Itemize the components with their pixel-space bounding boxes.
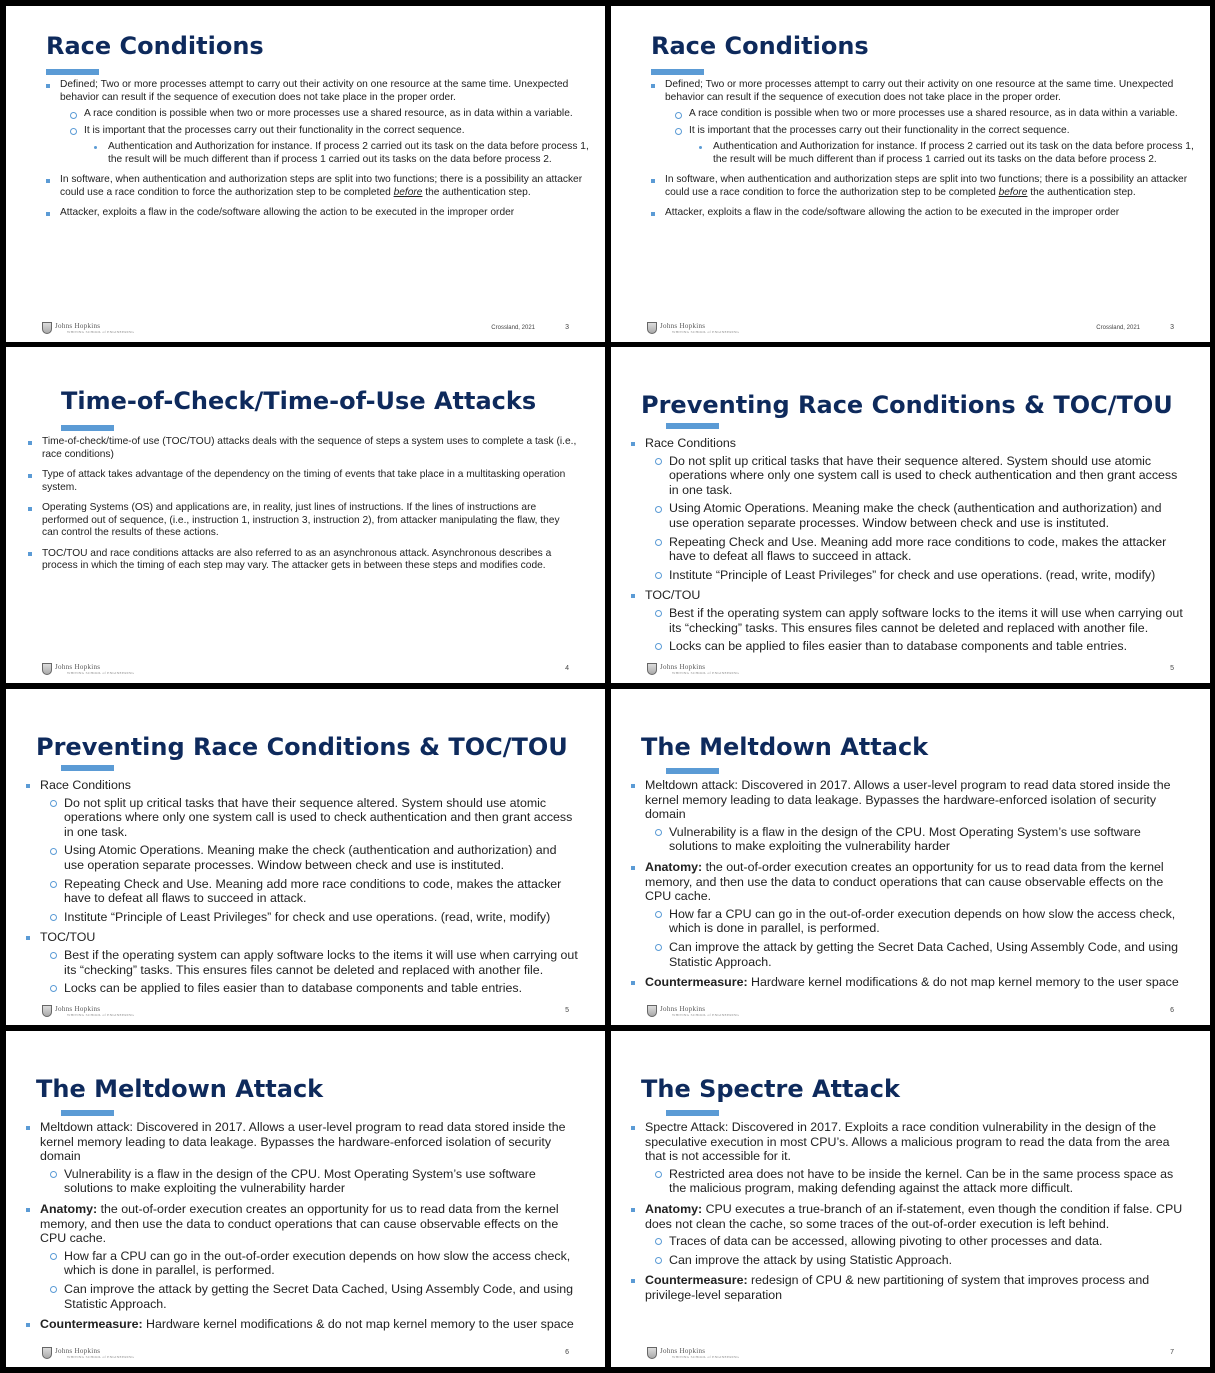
- bullet-text: In software, when authentication and authorization steps are split into two functions; there is a possibility an attacker could use a race condition to force the authorization step to be completed: [665, 174, 1188, 198]
- jhu-logo: [647, 663, 739, 675]
- logo-text: Johns Hopkins WHITING SCHOOL of ENGINEERING: [660, 1346, 740, 1359]
- sub-bullet: Using Atomic Operations. Meaning make the check (authentication and authorization) and use operation separate processes. Window between check and use is instituted.: [655, 501, 1183, 530]
- page-number: 4: [565, 665, 569, 672]
- sub-bullet: Vulnerability is a flaw in the design of the CPU. Most Operating System’s use software solutions to make exploiting the vulnerability harder: [655, 825, 1183, 854]
- bullet: Time-of-check/time-of use (TOC/TOU) attacks deals with the sequence of steps a system uses to complete a task (i.e., race conditions): [28, 436, 578, 461]
- bullet-text: In software, when authentication and authorization steps are split into two functions; there is a possibility an attacker could use a race condition to force the authorization step to be completed: [60, 174, 583, 198]
- bullet-text: Hardware kernel modifications & do not map kernel memory to the user space: [142, 1317, 574, 1332]
- slide-race-conditions-1: [6, 6, 605, 342]
- bullet-spectre: Spectre Attack: Discovered in 2017. Exploits a race condition vulnerability in the design of the speculative execution in most CPU’s. Allows a malicious program to read the data from the area that is not accessible for it.: [631, 1120, 1183, 1164]
- bullet-countermeasure: [631, 1273, 1183, 1302]
- bullet-text: the out-of-order execution creates an opportunity for us to read data from the kernel memory, and then use the data to conduct operations that can cause observable effects on the CPU cache.: [645, 859, 1164, 904]
- subsub-bullet: Authentication and Authorization for instance. If process 2 carried out its task on the data before process 1, the result will be much different than if process 1 carried out its tasks on the data before process 2.: [699, 141, 1199, 166]
- slide-content: [631, 778, 1183, 998]
- jhu-logo: [42, 663, 134, 675]
- slide-content: [631, 1120, 1183, 1311]
- page-number: 3: [1170, 324, 1174, 331]
- page-number: 7: [1170, 1349, 1174, 1356]
- shield-icon: [647, 322, 657, 334]
- bullet-countermeasure: [631, 975, 1183, 990]
- sub-bullet: Can improve the attack by getting the Secret Data Cached, Using Assembly Code, and using Statistic Approach.: [50, 1282, 578, 1311]
- slide-title: Time-of-Check/Time-of-Use Attacks: [61, 387, 537, 415]
- sub-bullet: A race condition is possible when two or more processes use a shared resource, as in data within a variable.: [675, 108, 1199, 121]
- bullet-software: [46, 174, 594, 199]
- label: Countermeasure:: [645, 1273, 748, 1288]
- bullet-attacker: Attacker, exploits a flaw in the code/software allowing the action to be executed in the improper order: [651, 207, 1199, 220]
- slide-meltdown-2: [6, 1031, 605, 1367]
- bullet-meltdown: Meltdown attack: Discovered in 2017. Allows a user-level program to read data stored inside the kernel memory leading to data leakage. Bypasses the hardware-enforced isolation of security domain: [26, 1120, 578, 1164]
- bullet-toc-tou: TOC/TOU: [631, 588, 1183, 603]
- shield-icon: [42, 1347, 52, 1359]
- slide-content: [26, 778, 578, 1000]
- footer-credit: Crossland, 2021: [491, 325, 535, 331]
- sub-bullet: How far a CPU can go in the out-of-order execution depends on how slow the access check, which is done in parallel, is performed.: [50, 1249, 578, 1278]
- sub-bullet: Repeating Check and Use. Meaning add more race conditions to code, makes the attacker have to defeat all flaws to succeed in attack.: [655, 535, 1183, 564]
- jhu-logo: [647, 322, 739, 334]
- label: Anatomy:: [645, 1201, 703, 1216]
- logo-text: Johns Hopkins WHITING SCHOOL of ENGINEERING: [55, 1004, 135, 1017]
- bullet-toc-tou: TOC/TOU: [26, 930, 578, 945]
- bullet-defined: Defined; Two or more processes attempt to carry out their activity on one resource at the same time. Unexpected behavior can result if the sequence of execution does not take place in the proper order.: [651, 79, 1199, 104]
- slide-title: Preventing Race Conditions & TOC/TOU: [641, 391, 1173, 419]
- logo-text: Johns Hopkins WHITING SCHOOL of ENGINEERING: [55, 321, 135, 334]
- bullet-software: [651, 174, 1199, 199]
- sub-bullet: Best if the operating system can apply software locks to the items it will use when carrying out its “checking” tasks. This ensures files cannot be deleted and replaced with another file.: [655, 606, 1183, 635]
- label: Anatomy:: [645, 859, 703, 874]
- slide-title: The Meltdown Attack: [641, 733, 929, 761]
- sub-bullet: Can improve the attack by using Statistic Approach.: [655, 1253, 1183, 1268]
- bullet: Type of attack takes advantage of the dependency on the timing of events that take place in a multitasking operation system.: [28, 469, 578, 494]
- title-underline: [651, 69, 704, 75]
- bullet-meltdown: Meltdown attack: Discovered in 2017. Allows a user-level program to read data stored inside the kernel memory leading to data leakage. Bypasses the hardware-enforced isolation of security domain: [631, 778, 1183, 822]
- sub-bullet: Institute “Principle of Least Privileges” for check and use operations. (read, write, modify): [50, 910, 578, 925]
- jhu-logo: [647, 1347, 739, 1359]
- title-underline: [61, 425, 114, 431]
- sub-bullet: A race condition is possible when two or more processes use a shared resource, as in data within a variable.: [70, 108, 594, 121]
- sub-bullet: Traces of data can be accessed, allowing pivoting to other processes and data.: [655, 1234, 1183, 1249]
- slide-content: [651, 79, 1199, 228]
- bullet-race-conditions: Race Conditions: [631, 436, 1183, 451]
- label: Anatomy:: [40, 1201, 98, 1216]
- sub-bullet: Can improve the attack by getting the Secret Data Cached, Using Assembly Code, and using Statistic Approach.: [655, 940, 1183, 969]
- slide-spectre: [611, 1031, 1210, 1367]
- bullet-anatomy: [26, 1202, 578, 1246]
- page-number: 3: [565, 324, 569, 331]
- logo-text: Johns Hopkins WHITING SCHOOL of ENGINEERING: [55, 662, 135, 675]
- bullet-text: Hardware kernel modifications & do not map kernel memory to the user space: [747, 975, 1179, 990]
- shield-icon: [42, 663, 52, 675]
- bullet-text: CPU executes a true-branch of an if-statement, even though the condition if false. CPU does not clean the cache, so some traces of the out-of-order execution is left behind.: [645, 1201, 1183, 1231]
- slide-title: Race Conditions: [651, 32, 869, 60]
- bullet-attacker: Attacker, exploits a flaw in the code/software allowing the action to be executed in the improper order: [46, 207, 594, 220]
- sub-bullet: Best if the operating system can apply software locks to the items it will use when carrying out its “checking” tasks. This ensures files cannot be deleted and replaced with another file.: [50, 948, 578, 977]
- sub-bullet: Repeating Check and Use. Meaning add more race conditions to code, makes the attacker have to defeat all flaws to succeed in attack.: [50, 877, 578, 906]
- bullet-text: the authentication step.: [1027, 186, 1136, 198]
- bullet-defined: Defined; Two or more processes attempt to carry out their activity on one resource at the same time. Unexpected behavior can result if the sequence of execution does not take place in the proper order.: [46, 79, 594, 104]
- slide-content: [28, 436, 578, 581]
- page-number: 6: [1170, 1007, 1174, 1014]
- title-underline: [46, 69, 99, 75]
- slide-title: The Meltdown Attack: [36, 1075, 324, 1103]
- slide-preventing-1: [611, 347, 1210, 683]
- title-underline: [666, 423, 719, 429]
- sub-bullet: Do not split up critical tasks that have their sequence altered. System should use atomic operations where only one system call is used to check authentication and then grant access in one task.: [50, 796, 578, 840]
- slide-race-conditions-2: [611, 6, 1210, 342]
- title-underline: [666, 768, 719, 774]
- slide-title: Preventing Race Conditions & TOC/TOU: [36, 733, 568, 761]
- shield-icon: [647, 663, 657, 675]
- jhu-logo: [42, 322, 134, 334]
- bullet-countermeasure: [26, 1317, 578, 1332]
- logo-text: Johns Hopkins WHITING SCHOOL of ENGINEERING: [660, 321, 740, 334]
- page-number: 5: [565, 1007, 569, 1014]
- page-number: 6: [565, 1349, 569, 1356]
- sub-bullet: It is important that the processes carry out their functionality in the correct sequence.: [70, 125, 594, 138]
- sub-bullet: Do not split up critical tasks that have their sequence altered. System should use atomic operations where only one system call is used to check authentication and then grant access in one task.: [655, 454, 1183, 498]
- jhu-logo: [42, 1005, 134, 1017]
- slide-toc-tou: [6, 347, 605, 683]
- sub-bullet: Restricted area does not have to be inside the kernel. Can be in the same process space as the malicious program, making defending against the attack more difficult.: [655, 1167, 1183, 1196]
- bullet: Operating Systems (OS) and applications are, in reality, just lines of instructions. If the lines of instructions are performed out of sequence, (i.e., instruction 1, instruction 3, instruction 2), from attacker manipulating the flaw, they can control the results of these actions.: [28, 502, 578, 540]
- footer-credit: Crossland, 2021: [1096, 325, 1140, 331]
- slide-title: The Spectre Attack: [641, 1075, 900, 1103]
- title-underline: [61, 1110, 114, 1116]
- slide-content: [46, 79, 594, 228]
- slide-meltdown-1: [611, 689, 1210, 1025]
- bullet-text: the authentication step.: [422, 186, 531, 198]
- jhu-logo: [42, 1347, 134, 1359]
- sub-bullet: Vulnerability is a flaw in the design of the CPU. Most Operating System’s use software solutions to make exploiting the vulnerability harder: [50, 1167, 578, 1196]
- sub-bullet: How far a CPU can go in the out-of-order execution depends on how slow the access check, which is done in parallel, is performed.: [655, 907, 1183, 936]
- subsub-bullet: Authentication and Authorization for instance. If process 2 carried out its task on the data before process 1, the result will be much different than if process 1 carried out its tasks on the data before process 2.: [94, 141, 594, 166]
- emphasis-text: before: [393, 186, 423, 198]
- slide-content: [26, 1120, 578, 1340]
- logo-text: Johns Hopkins WHITING SCHOOL of ENGINEERING: [660, 662, 740, 675]
- logo-text: Johns Hopkins WHITING SCHOOL of ENGINEERING: [660, 1004, 740, 1017]
- sub-bullet: Locks can be applied to files easier than to database components and table entries.: [655, 639, 1183, 654]
- label: Countermeasure:: [645, 975, 748, 990]
- bullet-race-conditions: Race Conditions: [26, 778, 578, 793]
- bullet-text: redesign of CPU & new partitioning of system that improves process and privilege-level separation: [645, 1273, 1150, 1302]
- shield-icon: [42, 1005, 52, 1017]
- bullet-anatomy: [631, 860, 1183, 904]
- label: Countermeasure:: [40, 1317, 143, 1332]
- bullet-text: the out-of-order execution creates an opportunity for us to read data from the kernel memory, and then use the data to conduct operations that can cause observable effects on the CPU cache.: [40, 1201, 559, 1246]
- slide-preventing-2: [6, 689, 605, 1025]
- title-underline: [666, 1110, 719, 1116]
- slide-content: [631, 436, 1183, 658]
- bullet-anatomy: [631, 1202, 1183, 1231]
- shield-icon: [647, 1005, 657, 1017]
- sub-bullet: Locks can be applied to files easier than to database components and table entries.: [50, 981, 578, 996]
- emphasis-text: before: [998, 186, 1028, 198]
- sub-bullet: It is important that the processes carry out their functionality in the correct sequence.: [675, 125, 1199, 138]
- sub-bullet: Institute “Principle of Least Privileges” for check and use operations. (read, write, modify): [655, 568, 1183, 583]
- jhu-logo: [647, 1005, 739, 1017]
- bullet: TOC/TOU and race conditions attacks are also referred to as an asynchronous attack. Asynchronous describes a process in which the timing of each step may vary. The attacker gets in between these steps and modifies code.: [28, 548, 578, 573]
- sub-bullet: Using Atomic Operations. Meaning make the check (authentication and authorization) and use operation separate processes. Window between check and use is instituted.: [50, 843, 578, 872]
- page-number: 5: [1170, 665, 1174, 672]
- shield-icon: [42, 322, 52, 334]
- shield-icon: [647, 1347, 657, 1359]
- slide-title: Race Conditions: [46, 32, 264, 60]
- title-underline: [61, 765, 114, 771]
- logo-text: Johns Hopkins WHITING SCHOOL of ENGINEERING: [55, 1346, 135, 1359]
